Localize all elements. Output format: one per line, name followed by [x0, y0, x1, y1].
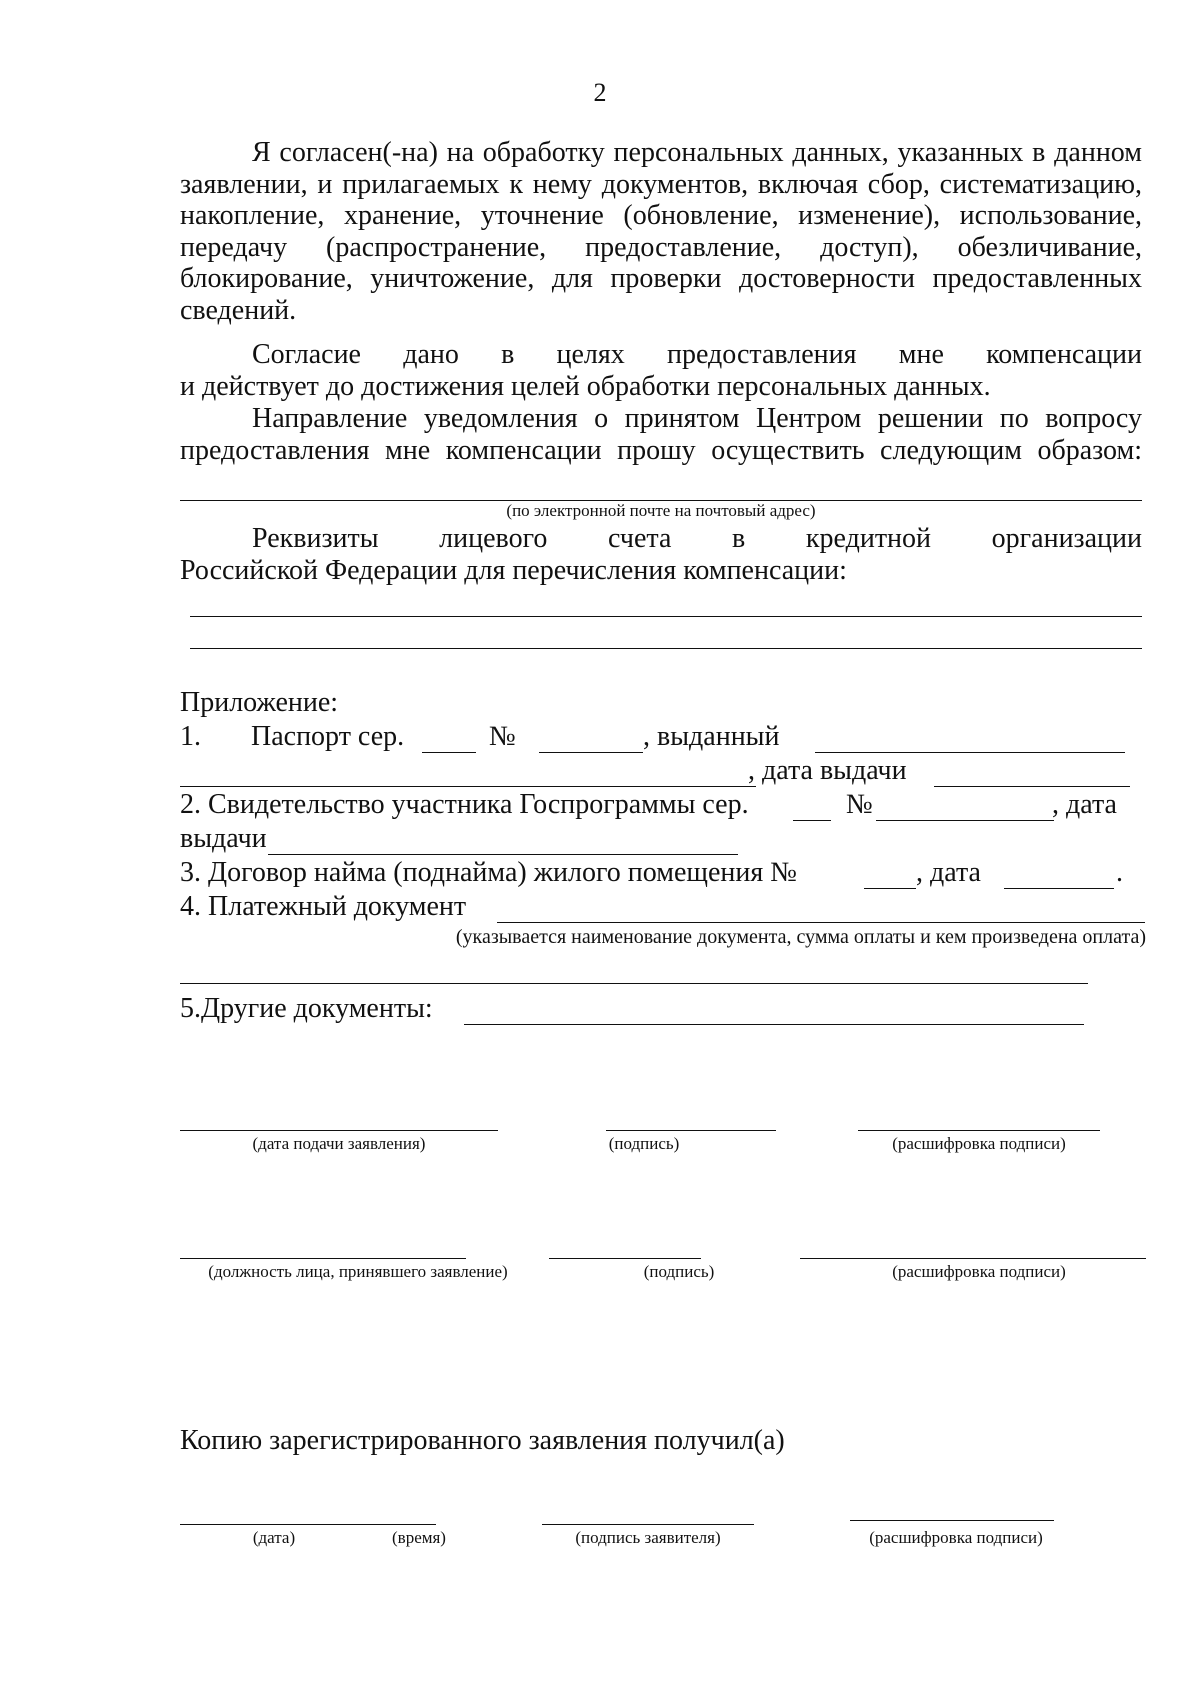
page-number: 2 [593, 78, 607, 107]
consent-purpose-line-1: Согласие дано в целях предоставления мне компенсации [252, 339, 1142, 370]
item-3-label: 3. Договор найма (поднайма) жилого помещения № [180, 857, 797, 888]
passport-issued-by-line-2 [180, 786, 756, 787]
application-date-line [180, 1130, 498, 1131]
item-5-label: 5.Другие документы: [180, 993, 433, 1024]
consent-paragraph: Я согласен(-на) на обработку персональных данных, указанных в данном заявлении, и прилагаемых к нему документов, включая сбор, систематизацию, накопление, хранение, уточнение (обновление, изменение), использование, передачу (распространение, предоставление, доступ), обезличивание, блокирование, уничтожение, для проверки достоверности предоставленных сведений. [180, 137, 1142, 326]
receipt-date-caption: (дата) [252, 1528, 296, 1547]
consent-purpose-line-2: и действует до достижения целей обработки персональных данных. [180, 371, 991, 402]
receipt-signature-caption: (подпись заявителя) [575, 1528, 721, 1547]
account-line-2: Российской Федерации для перечисления компенсации: [180, 555, 847, 586]
item-1-issue-date-label: , дата выдачи [748, 755, 907, 786]
account-details-line-2 [190, 648, 1142, 649]
official-position-caption: (должность лица, принявшего заявление) [208, 1262, 508, 1281]
receipt-title: Копию зарегистрированного заявления получил(а) [180, 1425, 785, 1456]
account-line-1: Реквизиты лицевого счета в кредитной организации [252, 523, 1142, 554]
receipt-decoding-caption: (расшифровка подписи) [869, 1528, 1043, 1547]
payment-document-line-2 [180, 983, 1088, 984]
notification-method-hint: (по электронной почте на почтовый адрес) [506, 501, 816, 520]
item-4-label: 4. Платежный документ [180, 891, 467, 922]
other-documents-line [464, 1024, 1084, 1025]
notification-paragraph: Направление уведомления о принятом Центром решении по вопросу предоставления мне компенсации прошу осуществить следующим образом: [180, 403, 1142, 466]
receipt-datetime-line [180, 1524, 436, 1525]
item-1-no-sign: № [489, 721, 516, 752]
official-position-line [180, 1258, 466, 1259]
item-1-issued-label: , выданный [643, 721, 780, 752]
certificate-issue-date-line [268, 854, 738, 855]
item-1-number: 1. [180, 721, 201, 752]
payment-document-hint: (указывается наименование документа, сумма оплаты и кем произведена оплата) [455, 926, 1146, 948]
account-details-line-1 [190, 616, 1142, 617]
official-signature-line [549, 1258, 701, 1259]
applicant-signature-line [606, 1130, 776, 1131]
certificate-series-line [793, 820, 831, 821]
item-2-label: 2. Свидетельство участника Госпрограммы сер. [180, 789, 749, 820]
passport-issue-date-line [934, 786, 1130, 787]
item-3-end: . [1116, 857, 1123, 888]
item-2-date-label: , дата [1052, 789, 1117, 820]
passport-issued-by-line [815, 752, 1125, 753]
receipt-time-caption: (время) [392, 1528, 446, 1547]
application-date-caption: (дата подачи заявления) [252, 1134, 426, 1153]
official-signature-caption: (подпись) [643, 1262, 715, 1281]
passport-series-line [422, 752, 476, 753]
applicant-decoding-line [858, 1130, 1100, 1131]
receipt-decoding-line [850, 1520, 1054, 1521]
payment-document-line [497, 922, 1145, 923]
official-decoding-line [800, 1258, 1146, 1259]
applicant-decoding-caption: (расшифровка подписи) [892, 1134, 1066, 1153]
item-1-passport-label: Паспорт сер. [251, 721, 405, 752]
item-3-date-label: , дата [916, 857, 981, 888]
contract-date-line [1004, 888, 1114, 889]
attachments-heading: Приложение: [180, 687, 339, 718]
official-decoding-caption: (расшифровка подписи) [892, 1262, 1066, 1281]
passport-number-line [539, 752, 643, 753]
applicant-signature-caption: (подпись) [608, 1134, 680, 1153]
item-2-issued-label: выдачи [180, 823, 267, 854]
certificate-number-line [876, 820, 1054, 821]
receipt-signature-line [542, 1524, 754, 1525]
item-2-no-sign: № [846, 789, 873, 820]
contract-number-line [864, 888, 916, 889]
